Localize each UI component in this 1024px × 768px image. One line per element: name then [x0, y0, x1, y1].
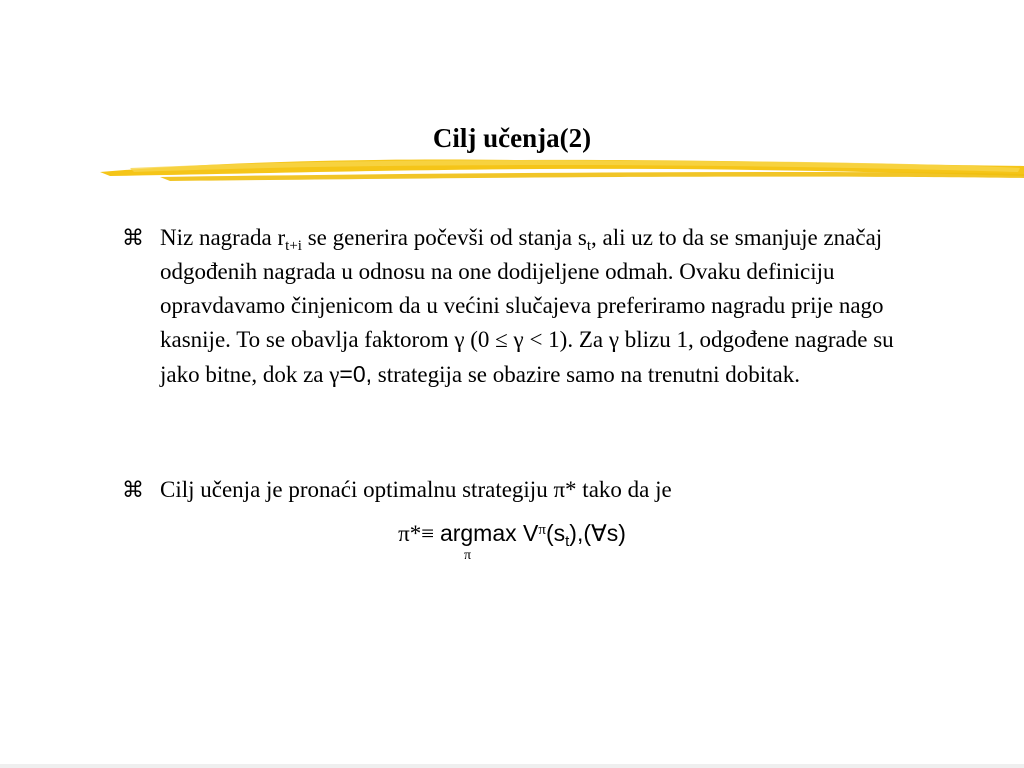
- paragraph-goal: Cilj učenja je pronaći optimalnu strategiju π* tako da je: [160, 477, 672, 502]
- p1-text-3: , ali uz to da se smanjuje značaj odgođenih nagrada u odnosu na one dodijeljene odmah. Ovaku definiciju opravdavamo činjenicom da u većini slučajeva preferiramo nagradu prije nago kasnije. To se obavlja faktorom γ (0 ≤ γ < 1). Za γ blizu 1, odgođene nagrade su jako bitne, dok za γ: [160, 225, 894, 387]
- p1-sub-t: t: [586, 238, 591, 254]
- footer-divider: [0, 764, 1024, 768]
- p1-gamma-zero: =0,: [339, 361, 373, 387]
- bullet-icon: ⌘: [122, 478, 144, 503]
- slide-title: Cilj učenja(2): [432, 123, 592, 153]
- formula-lhs: π*≡: [398, 521, 440, 546]
- paragraph-rewards: [160, 221, 920, 392]
- formula-argmax-subscript: π: [464, 548, 472, 563]
- formula-t-sub: t: [565, 533, 570, 550]
- p1-sub-t-plus-i: t+i: [285, 238, 302, 254]
- p1-text-5: strategija se obazire samo na trenutni dobitak.: [372, 362, 800, 387]
- p1-text-2: se generira počevši od stanja s: [301, 225, 587, 250]
- title-highlight-stroke: [100, 150, 1024, 190]
- formula-argmax: argmax V: [439, 520, 539, 546]
- bullet-icon: ⌘: [122, 226, 144, 251]
- optimal-policy-formula: [0, 516, 1024, 551]
- p1-text-1: Niz nagrada r: [160, 225, 286, 250]
- formula-s-open: (s: [545, 520, 566, 546]
- formula-tail: ),(∀s): [569, 520, 626, 546]
- formula-pi-sup: π: [538, 522, 546, 538]
